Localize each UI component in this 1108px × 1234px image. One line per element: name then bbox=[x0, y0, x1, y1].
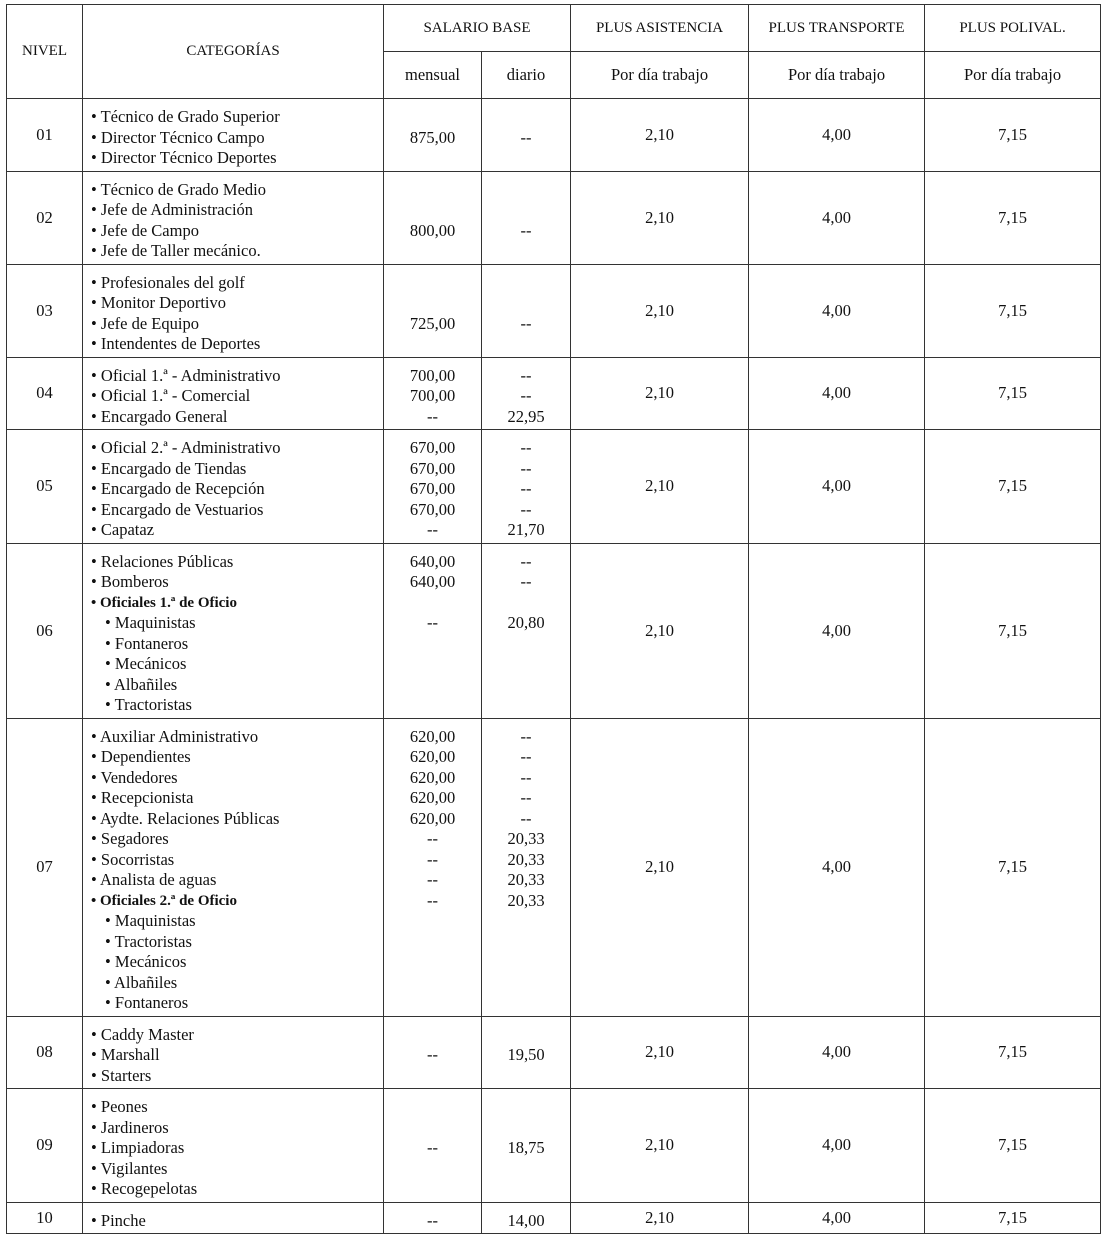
mensual-value: 700,00 bbox=[409, 386, 456, 405]
mensual-value bbox=[384, 973, 481, 994]
category-item: • Oficial 2.ª - Administrativo bbox=[91, 438, 281, 457]
mensual-value bbox=[384, 993, 481, 1014]
category-item: • Encargado de Tiendas bbox=[91, 458, 247, 478]
category-item: • Oficiales 2.ª de Oficio bbox=[91, 892, 237, 909]
nivel-cell: 10 bbox=[7, 1202, 83, 1234]
category-item: • Oficial 1.ª - Comercial bbox=[91, 386, 251, 405]
mensual-value bbox=[384, 1097, 481, 1118]
mensual-value bbox=[384, 241, 481, 262]
mensual-value: -- bbox=[427, 1138, 438, 1157]
nivel-cell: 04 bbox=[7, 357, 83, 430]
plus-asistencia-cell: 2,10 bbox=[571, 1202, 749, 1234]
nivel-cell: 03 bbox=[7, 264, 83, 357]
diario-value: -- bbox=[520, 458, 532, 478]
mensual-value bbox=[384, 1066, 481, 1087]
nivel-cell: 08 bbox=[7, 1016, 83, 1089]
diario-value: 20,33 bbox=[507, 890, 545, 910]
plus-asistencia-cell: 2,10 bbox=[571, 357, 749, 430]
diario-value: -- bbox=[520, 572, 532, 591]
mensual-value bbox=[384, 675, 481, 696]
diario-value bbox=[482, 911, 570, 932]
category-item: • Limpiadoras bbox=[91, 1138, 185, 1157]
mensual-cell bbox=[384, 430, 482, 544]
diario-value: -- bbox=[520, 386, 532, 405]
table-row bbox=[7, 99, 1101, 172]
mensual-value: 800,00 bbox=[409, 220, 456, 240]
diario-value bbox=[482, 593, 570, 614]
mensual-header: mensual bbox=[384, 52, 482, 99]
category-item: • Encargado de Recepción bbox=[91, 479, 265, 498]
plus-polival-cell: 7,15 bbox=[925, 1016, 1101, 1089]
plus-asistencia-cell: 2,10 bbox=[571, 430, 749, 544]
mensual-cell bbox=[384, 264, 482, 357]
plus-asistencia-cell: 2,10 bbox=[571, 99, 749, 172]
diario-value bbox=[482, 1179, 570, 1200]
plus-polival-header: PLUS POLIVAL. bbox=[925, 5, 1101, 52]
salario-base-header: SALARIO BASE bbox=[384, 5, 571, 52]
categorias-cell bbox=[83, 99, 384, 172]
categorias-cell bbox=[83, 171, 384, 264]
plus-polival-cell: 7,15 bbox=[925, 99, 1101, 172]
diario-cell bbox=[482, 430, 571, 544]
category-item: • Socorristas bbox=[91, 849, 175, 869]
mensual-value bbox=[384, 911, 481, 932]
category-item: • Oficial 1.ª - Administrativo bbox=[91, 365, 281, 385]
mensual-value: -- bbox=[427, 613, 438, 632]
categorias-cell bbox=[83, 1016, 384, 1089]
mensual-value: 670,00 bbox=[409, 458, 456, 478]
category-item: • Monitor Deportivo bbox=[91, 293, 227, 312]
category-item: • Capataz bbox=[91, 520, 155, 539]
diario-value: -- bbox=[520, 747, 532, 766]
mensual-value: 725,00 bbox=[409, 313, 456, 333]
mensual-value: 640,00 bbox=[409, 551, 456, 571]
plus-transporte-cell: 4,00 bbox=[749, 1089, 925, 1203]
nivel-cell: 07 bbox=[7, 718, 83, 1016]
category-item: • Bomberos bbox=[91, 572, 169, 591]
categorias-cell bbox=[83, 1202, 384, 1234]
mensual-cell bbox=[384, 718, 482, 1016]
diario-value bbox=[482, 993, 570, 1014]
mensual-value bbox=[384, 180, 481, 201]
diario-cell bbox=[482, 718, 571, 1016]
mensual-value: -- bbox=[427, 1045, 438, 1064]
diario-cell bbox=[482, 1089, 571, 1203]
category-item: • Recepcionista bbox=[91, 788, 194, 807]
mensual-cell bbox=[384, 543, 482, 718]
plus-asistencia-cell: 2,10 bbox=[571, 1016, 749, 1089]
category-item: • Jefe de Campo bbox=[91, 220, 199, 240]
por-dia-asistencia-header: Por día trabajo bbox=[571, 52, 749, 99]
mensual-value: -- bbox=[427, 829, 438, 848]
nivel-cell: 09 bbox=[7, 1089, 83, 1203]
category-item: • Marshall bbox=[91, 1045, 160, 1064]
diario-value bbox=[482, 952, 570, 973]
diario-value bbox=[482, 1159, 570, 1180]
mensual-value bbox=[384, 654, 481, 675]
por-dia-transporte-header: Por día trabajo bbox=[749, 52, 925, 99]
category-item: • Pinche bbox=[91, 1210, 146, 1230]
diario-value: -- bbox=[520, 438, 532, 457]
category-item: • Encargado General bbox=[91, 406, 228, 426]
diario-value bbox=[482, 1118, 570, 1139]
categorias-cell bbox=[83, 264, 384, 357]
plus-polival-cell: 7,15 bbox=[925, 264, 1101, 357]
plus-asistencia-header: PLUS ASISTENCIA bbox=[571, 5, 749, 52]
diario-value bbox=[482, 634, 570, 655]
diario-value: 18,75 bbox=[507, 1138, 545, 1157]
diario-value bbox=[482, 180, 570, 201]
category-item: • Albañiles bbox=[105, 674, 178, 694]
plus-transporte-cell: 4,00 bbox=[749, 718, 925, 1016]
mensual-value bbox=[384, 107, 481, 128]
diario-value: 20,80 bbox=[507, 613, 545, 632]
plus-transporte-cell: 4,00 bbox=[749, 430, 925, 544]
mensual-value bbox=[384, 1159, 481, 1180]
plus-transporte-cell: 4,00 bbox=[749, 357, 925, 430]
diario-value: 20,33 bbox=[507, 870, 545, 889]
mensual-value: 620,00 bbox=[409, 726, 456, 746]
categorias-cell bbox=[83, 543, 384, 718]
diario-value bbox=[482, 293, 570, 314]
diario-cell bbox=[482, 1202, 571, 1234]
plus-polival-cell: 7,15 bbox=[925, 171, 1101, 264]
category-item: • Jardineros bbox=[91, 1117, 169, 1137]
diario-value bbox=[482, 273, 570, 294]
category-item: • Intendentes de Deportes bbox=[91, 334, 261, 353]
category-item: • Recogepelotas bbox=[91, 1179, 198, 1198]
mensual-value bbox=[384, 1179, 481, 1200]
diario-value bbox=[482, 148, 570, 169]
category-item: • Caddy Master bbox=[91, 1024, 194, 1044]
category-item: • Mecánicos bbox=[105, 654, 187, 673]
diario-cell bbox=[482, 543, 571, 718]
mensual-value bbox=[384, 273, 481, 294]
diario-cell bbox=[482, 1016, 571, 1089]
category-item: • Técnico de Grado Superior bbox=[91, 107, 280, 126]
mensual-value: 620,00 bbox=[409, 788, 456, 807]
diario-value: -- bbox=[520, 788, 532, 807]
nivel-header: NIVEL bbox=[7, 5, 83, 99]
diario-value bbox=[482, 695, 570, 716]
category-item: • Auxiliar Administrativo bbox=[91, 726, 259, 746]
category-item: • Peones bbox=[91, 1097, 148, 1116]
categorias-cell bbox=[83, 718, 384, 1016]
category-item: • Dependientes bbox=[91, 747, 191, 766]
mensual-value: 620,00 bbox=[409, 808, 456, 828]
category-item: • Maquinistas bbox=[105, 911, 196, 930]
plus-transporte-cell: 4,00 bbox=[749, 264, 925, 357]
category-item: • Profesionales del golf bbox=[91, 272, 245, 292]
mensual-value bbox=[384, 1025, 481, 1046]
mensual-cell bbox=[384, 1089, 482, 1203]
mensual-value bbox=[384, 634, 481, 655]
category-item: • Mecánicos bbox=[105, 952, 187, 971]
mensual-value bbox=[384, 148, 481, 169]
mensual-value bbox=[384, 695, 481, 716]
diario-value bbox=[482, 200, 570, 221]
category-item: • Segadores bbox=[91, 829, 169, 848]
mensual-value: 875,00 bbox=[409, 127, 456, 147]
diario-value bbox=[482, 973, 570, 994]
mensual-value: -- bbox=[427, 406, 438, 426]
nivel-cell: 01 bbox=[7, 99, 83, 172]
mensual-value: 640,00 bbox=[409, 572, 456, 591]
category-item: • Director Técnico Campo bbox=[91, 127, 265, 147]
mensual-cell bbox=[384, 1202, 482, 1234]
por-dia-polival-header: Por día trabajo bbox=[925, 52, 1101, 99]
salary-table bbox=[6, 4, 1101, 1234]
plus-asistencia-cell: 2,10 bbox=[571, 1089, 749, 1203]
diario-value: 21,70 bbox=[507, 520, 545, 539]
table-row bbox=[7, 171, 1101, 264]
table-row bbox=[7, 264, 1101, 357]
plus-polival-cell: 7,15 bbox=[925, 543, 1101, 718]
table-row bbox=[7, 1016, 1101, 1089]
mensual-value: 620,00 bbox=[409, 747, 456, 766]
plus-asistencia-cell: 2,10 bbox=[571, 171, 749, 264]
diario-value bbox=[482, 1025, 570, 1046]
category-item: • Oficiales 1.ª de Oficio bbox=[91, 594, 237, 611]
mensual-value: 700,00 bbox=[409, 365, 456, 385]
table-row bbox=[7, 1089, 1101, 1203]
mensual-value: 670,00 bbox=[409, 479, 456, 498]
category-item: • Tractoristas bbox=[105, 695, 192, 714]
category-item: • Fontaneros bbox=[105, 993, 189, 1012]
plus-polival-cell: 7,15 bbox=[925, 718, 1101, 1016]
nivel-cell: 05 bbox=[7, 430, 83, 544]
diario-value: 19,50 bbox=[507, 1045, 545, 1064]
diario-header: diario bbox=[482, 52, 571, 99]
diario-cell bbox=[482, 99, 571, 172]
plus-transporte-cell: 4,00 bbox=[749, 1202, 925, 1234]
table-row bbox=[7, 430, 1101, 544]
plus-asistencia-cell: 2,10 bbox=[571, 264, 749, 357]
plus-asistencia-cell: 2,10 bbox=[571, 718, 749, 1016]
category-item: • Albañiles bbox=[105, 972, 178, 992]
diario-value: 14,00 bbox=[507, 1210, 545, 1230]
mensual-value: -- bbox=[427, 849, 438, 869]
category-item: • Jefe de Administración bbox=[91, 200, 254, 219]
nivel-cell: 02 bbox=[7, 171, 83, 264]
diario-value bbox=[482, 675, 570, 696]
mensual-value bbox=[384, 593, 481, 614]
category-item: • Fontaneros bbox=[105, 633, 189, 653]
diario-value: 20,33 bbox=[507, 849, 545, 869]
category-item: • Maquinistas bbox=[105, 613, 196, 632]
plus-asistencia-cell: 2,10 bbox=[571, 543, 749, 718]
plus-polival-cell: 7,15 bbox=[925, 1089, 1101, 1203]
plus-transporte-cell: 4,00 bbox=[749, 171, 925, 264]
category-item: • Vigilantes bbox=[91, 1158, 168, 1178]
table-row bbox=[7, 543, 1101, 718]
plus-transporte-cell: 4,00 bbox=[749, 543, 925, 718]
diario-value: -- bbox=[520, 551, 532, 571]
mensual-cell bbox=[384, 357, 482, 430]
mensual-value: -- bbox=[427, 520, 438, 539]
diario-value: -- bbox=[520, 365, 532, 385]
diario-value: -- bbox=[520, 220, 532, 240]
category-item: • Analista de aguas bbox=[91, 870, 217, 889]
mensual-value bbox=[384, 200, 481, 221]
diario-value: -- bbox=[520, 726, 532, 746]
plus-polival-cell: 7,15 bbox=[925, 1202, 1101, 1234]
diario-value: 22,95 bbox=[507, 406, 545, 426]
table-row bbox=[7, 1202, 1101, 1234]
mensual-value: 620,00 bbox=[409, 767, 456, 787]
mensual-cell bbox=[384, 1016, 482, 1089]
category-item: • Director Técnico Deportes bbox=[91, 148, 277, 167]
mensual-value bbox=[384, 952, 481, 973]
diario-value bbox=[482, 1097, 570, 1118]
mensual-cell bbox=[384, 99, 482, 172]
categorias-cell bbox=[83, 357, 384, 430]
category-item: • Aydte. Relaciones Públicas bbox=[91, 808, 280, 828]
categorias-cell bbox=[83, 430, 384, 544]
diario-value bbox=[482, 241, 570, 262]
diario-cell bbox=[482, 357, 571, 430]
diario-value: -- bbox=[520, 808, 532, 828]
category-item: • Técnico de Grado Medio bbox=[91, 179, 266, 199]
diario-value bbox=[482, 334, 570, 355]
mensual-cell bbox=[384, 171, 482, 264]
mensual-value bbox=[384, 1118, 481, 1139]
table-row bbox=[7, 357, 1101, 430]
mensual-value: -- bbox=[427, 1210, 438, 1230]
category-item: • Tractoristas bbox=[105, 931, 192, 951]
diario-value: -- bbox=[520, 499, 532, 519]
diario-value: 20,33 bbox=[507, 829, 545, 848]
plus-transporte-cell: 4,00 bbox=[749, 99, 925, 172]
diario-value bbox=[482, 654, 570, 675]
table-row bbox=[7, 718, 1101, 1016]
diario-cell bbox=[482, 264, 571, 357]
categorias-header: CATEGORÍAS bbox=[83, 5, 384, 99]
plus-transporte-cell: 4,00 bbox=[749, 1016, 925, 1089]
mensual-value bbox=[384, 293, 481, 314]
categorias-cell bbox=[83, 1089, 384, 1203]
category-item: • Encargado de Vestuarios bbox=[91, 499, 264, 519]
mensual-value: -- bbox=[427, 870, 438, 889]
nivel-cell: 06 bbox=[7, 543, 83, 718]
diario-value bbox=[482, 107, 570, 128]
diario-value: -- bbox=[520, 767, 532, 787]
plus-polival-cell: 7,15 bbox=[925, 357, 1101, 430]
mensual-value: 670,00 bbox=[409, 438, 456, 457]
plus-transporte-header: PLUS TRANSPORTE bbox=[749, 5, 925, 52]
diario-value: -- bbox=[520, 313, 532, 333]
category-item: • Vendedores bbox=[91, 767, 178, 787]
diario-value: -- bbox=[520, 127, 532, 147]
diario-value: -- bbox=[520, 479, 532, 498]
mensual-value: 670,00 bbox=[409, 499, 456, 519]
category-item: • Relaciones Públicas bbox=[91, 551, 234, 571]
category-item: • Starters bbox=[91, 1065, 152, 1085]
mensual-value bbox=[384, 932, 481, 953]
plus-polival-cell: 7,15 bbox=[925, 430, 1101, 544]
mensual-value bbox=[384, 334, 481, 355]
diario-value bbox=[482, 932, 570, 953]
mensual-value: -- bbox=[427, 890, 438, 910]
diario-value bbox=[482, 1066, 570, 1087]
category-item: • Jefe de Equipo bbox=[91, 313, 199, 333]
diario-cell bbox=[482, 171, 571, 264]
category-item: • Jefe de Taller mecánico. bbox=[91, 241, 261, 260]
